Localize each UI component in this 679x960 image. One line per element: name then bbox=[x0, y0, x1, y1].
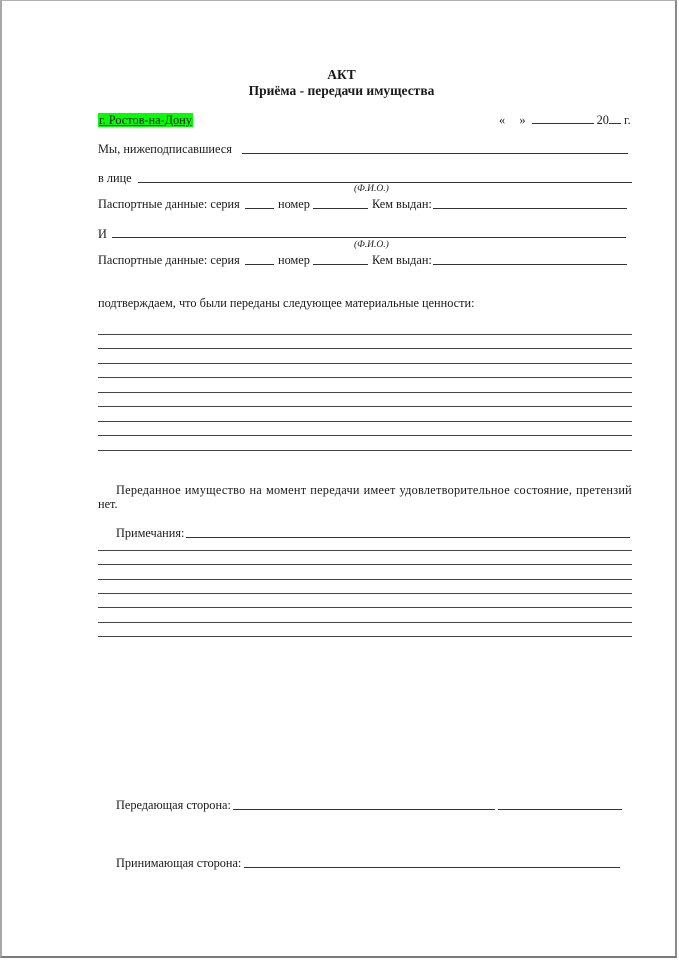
city-field[interactable] bbox=[98, 113, 193, 127]
assets-line[interactable] bbox=[98, 377, 632, 378]
passport2-label: Паспортные данные: серия bbox=[98, 253, 240, 267]
document-title: АКТ bbox=[327, 67, 356, 82]
condition-text-line1: Переданное имущество на момент передачи имеет удовлетворительное состояние, претензий bbox=[116, 483, 632, 497]
receiving-party-label: Принимающая сторона: bbox=[116, 856, 242, 870]
date-close-quote: » bbox=[519, 113, 526, 127]
assets-line[interactable] bbox=[98, 334, 632, 335]
passport2-series-blank[interactable] bbox=[245, 264, 274, 265]
document-subtitle: Приёма - передачи имущества bbox=[248, 83, 435, 98]
month-blank[interactable] bbox=[532, 123, 594, 124]
year-blank[interactable] bbox=[609, 123, 621, 124]
date-field[interactable] bbox=[499, 113, 631, 127]
passport1-series-blank[interactable] bbox=[245, 208, 274, 209]
passport1-label: Паспортные данные: серия bbox=[98, 197, 240, 211]
representative-blank[interactable] bbox=[138, 182, 632, 183]
date-open-quote: « bbox=[499, 113, 506, 127]
transferring-party-signature-blank[interactable] bbox=[498, 809, 622, 810]
notes-line[interactable] bbox=[98, 636, 632, 637]
passport1-issued-blank[interactable] bbox=[433, 208, 627, 209]
party1-blank[interactable] bbox=[242, 153, 628, 154]
fio-hint-1: (Ф.И.О.) bbox=[354, 184, 389, 194]
passport1-number-label: номер bbox=[278, 197, 310, 211]
represented-by-label: в лице bbox=[98, 171, 132, 185]
passport2-number-label: номер bbox=[278, 253, 310, 267]
confirm-text: подтверждаем, что были переданы следующее материальные ценности: bbox=[98, 296, 475, 310]
receiving-party-blank[interactable] bbox=[244, 867, 620, 868]
party1-label: Мы, нижеподписавшиеся bbox=[98, 142, 232, 156]
assets-line[interactable] bbox=[98, 435, 632, 436]
passport1-number-blank[interactable] bbox=[313, 208, 368, 209]
passport2-issued-blank[interactable] bbox=[433, 264, 627, 265]
transferring-party-name-blank[interactable] bbox=[233, 809, 495, 810]
notes-label: Примечания: bbox=[116, 526, 185, 540]
assets-line[interactable] bbox=[98, 406, 632, 407]
assets-line[interactable] bbox=[98, 363, 632, 364]
notes-line[interactable] bbox=[98, 550, 632, 551]
notes-line[interactable] bbox=[98, 622, 632, 623]
party2-blank[interactable] bbox=[112, 237, 626, 238]
notes-first-line[interactable] bbox=[186, 537, 630, 538]
notes-line[interactable] bbox=[98, 579, 632, 580]
city-value: г. Ростов-на-Дону bbox=[99, 113, 192, 127]
transferring-party-label: Передающая сторона: bbox=[116, 798, 231, 812]
notes-line[interactable] bbox=[98, 564, 632, 565]
passport2-number-blank[interactable] bbox=[313, 264, 368, 265]
year-prefix: 20 bbox=[596, 113, 609, 127]
assets-line[interactable] bbox=[98, 421, 632, 422]
assets-line[interactable] bbox=[98, 392, 632, 393]
condition-text-line2: нет. bbox=[98, 497, 118, 511]
party2-label: И bbox=[98, 227, 107, 241]
fio-hint-2: (Ф.И.О.) bbox=[354, 240, 389, 250]
notes-line[interactable] bbox=[98, 593, 632, 594]
passport1-issued-label: Кем выдан: bbox=[372, 197, 432, 211]
notes-line[interactable] bbox=[98, 607, 632, 608]
assets-line[interactable] bbox=[98, 348, 632, 349]
passport2-issued-label: Кем выдан: bbox=[372, 253, 432, 267]
year-suffix: г. bbox=[624, 113, 631, 127]
assets-line[interactable] bbox=[98, 450, 632, 451]
